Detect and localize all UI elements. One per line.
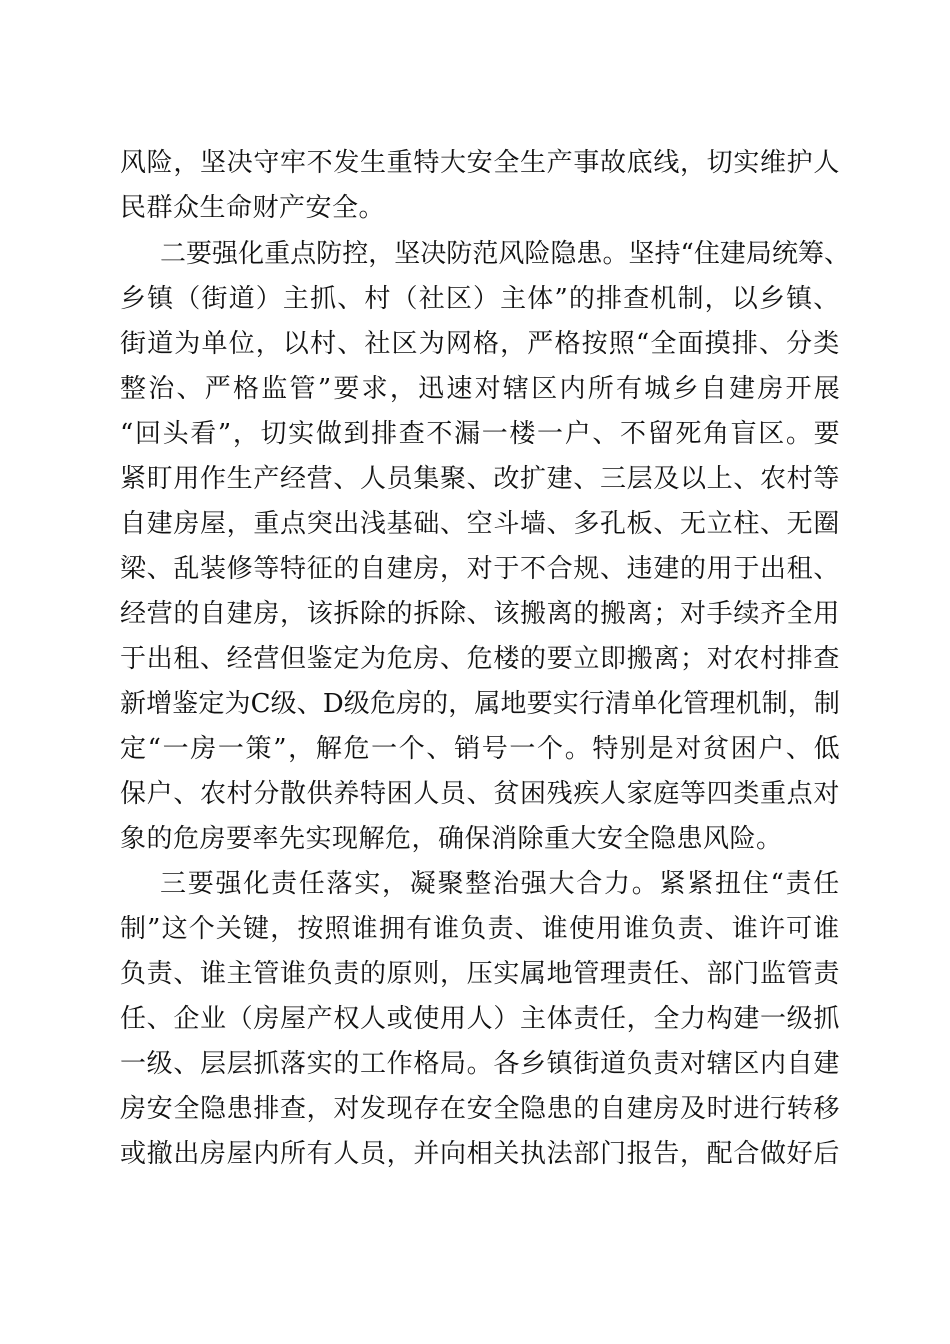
text-line-11: 经营的自建房，该拆除的拆除、该搬离的搬离；对手续齐全用 [120, 599, 840, 629]
text-line-16: 象的危房要率先实现解危，确保消除重大安全隐患风险。 [120, 824, 783, 854]
text-line-7: “回头看”，切实做到排查不漏一楼一户、不留死角盲区。要 [120, 419, 842, 449]
text-line-3: 二要强化重点防控，坚决防范风险隐患。坚持“住建局统筹、 [160, 239, 850, 269]
text-line-8: 紧盯用作生产经营、人员集聚、改扩建、三层及以上、农村等 [120, 464, 840, 494]
text-line-23: 或撤出房屋内所有人员，并向相关执法部门报告，配合做好后 [120, 1139, 840, 1169]
text-line-18: 制”这个关键，按照谁拥有谁负责、谁使用谁负责、谁许可谁 [120, 914, 841, 944]
text-line-21: 一级、层层抓落实的工作格局。各乡镇街道负责对辖区内自建 [120, 1049, 840, 1079]
text-line-13: 新增鉴定为C级、D级危房的，属地要实行清单化管理机制，制 [120, 689, 840, 719]
text-line-19: 负责、谁主管谁负责的原则，压实属地管理责任、部门监管责 [120, 959, 840, 989]
text-line-4: 乡镇（街道）主抓、村（社区）主体”的排查机制，以乡镇、 [120, 284, 841, 314]
text-line-6: 整治、严格监管”要求，迅速对辖区内所有城乡自建房开展 [120, 374, 843, 404]
text-line-2: 民群众生命财产安全。 [120, 193, 386, 223]
text-line-10: 梁、乱装修等特征的自建房，对于不合规、违建的用于出租、 [120, 554, 840, 584]
text-line-12: 于出租、经营但鉴定为危房、危楼的要立即搬离；对农村排查 [120, 644, 840, 674]
text-line-9: 自建房屋，重点突出浅基础、空斗墙、多孔板、无立柱、无圈 [120, 509, 840, 539]
text-line-17: 三要强化责任落实，凝聚整治强大合力。紧紧扭住“责任 [160, 869, 842, 899]
text-line-5: 街道为单位，以村、社区为网格，严格按照“全面摸排、分类 [120, 329, 841, 359]
text-line-22: 房安全隐患排查，对发现存在安全隐患的自建房及时进行转移 [120, 1094, 840, 1124]
text-line-1: 风险，坚决守牢不发生重特大安全生产事故底线，切实维护人 [120, 148, 840, 178]
text-line-20: 任、企业（房屋产权人或使用人）主体责任，全力构建一级抓 [120, 1004, 840, 1034]
text-line-14: 定“一房一策”，解危一个、销号一个。特别是对贫困户、低 [120, 734, 842, 764]
text-line-15: 保户、农村分散供养特困人员、贫困残疾人家庭等四类重点对 [120, 779, 840, 809]
